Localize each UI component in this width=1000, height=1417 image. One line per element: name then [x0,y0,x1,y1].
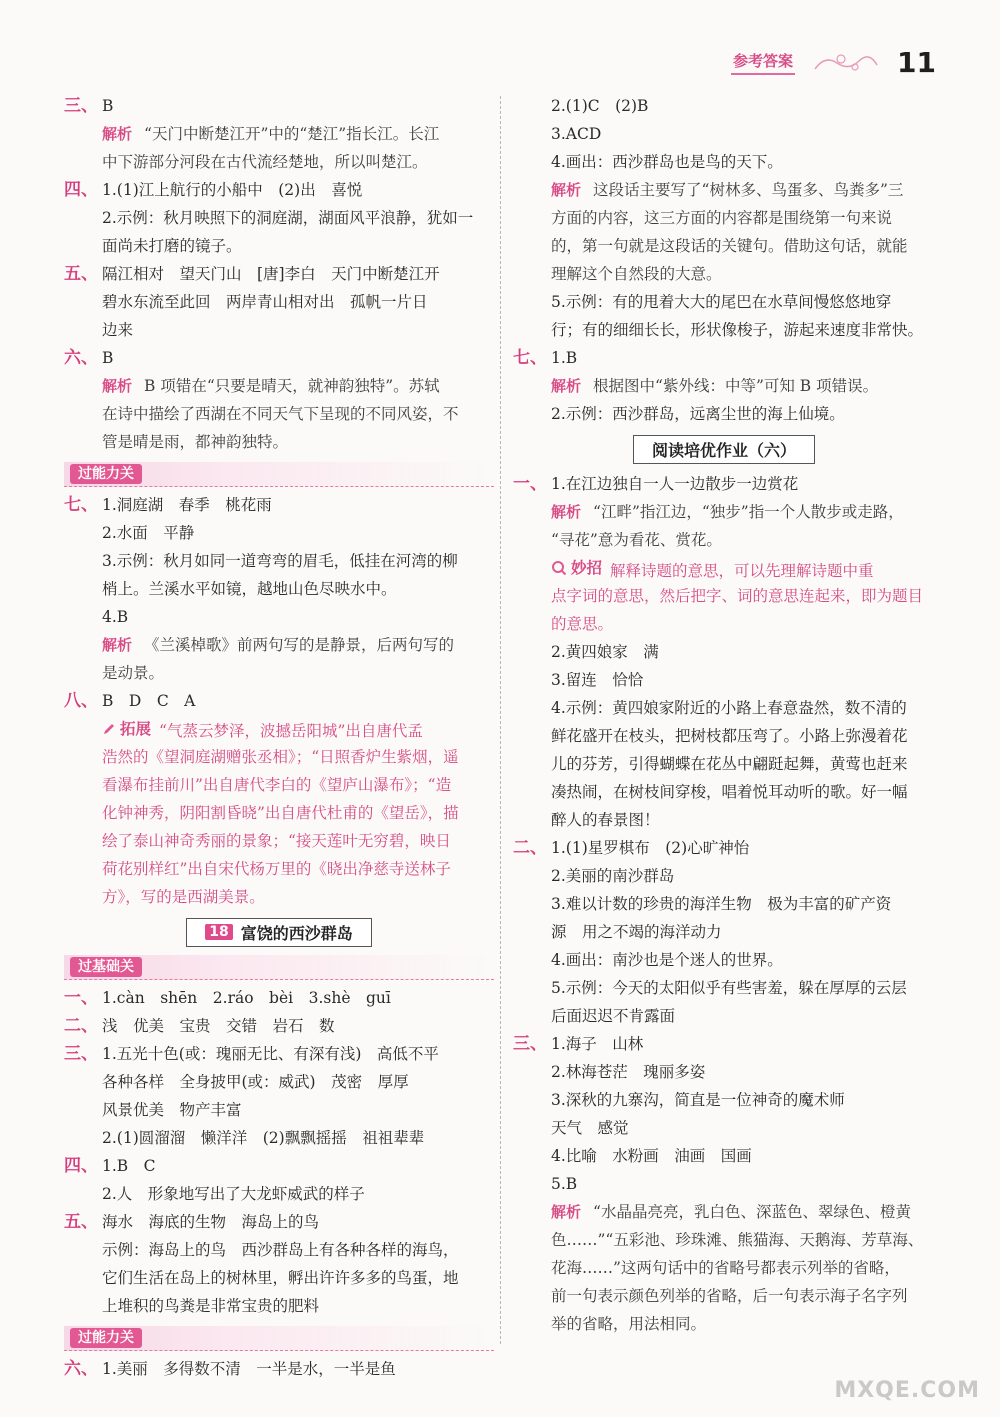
answer-line: 三、 B [64,96,114,116]
answer-line: 后面迟迟不肯露面 [551,1007,676,1025]
analysis-line: 在诗中描绘了西湖在不同天气下呈现的不同风姿，不 [102,405,459,423]
section-title: 阅读培优作业（六） [651,440,796,460]
answer-line: 3.ACD [551,125,602,143]
answer-line: 2.示例：秋月映照下的洞庭湖，湖面风平浪静，犹如一 [102,209,474,227]
answer-line: 源 用之不竭的海洋动力 [551,923,722,941]
answer-line: 上堆积的鸟粪是非常宝贵的肥料 [102,1297,320,1315]
extension-line: 浩然的《望洞庭湖赠张丞相》；“日照香炉生紫烟，遥 [102,748,459,766]
extension-tag: 拓展 [102,715,151,743]
answer-line: 二、 浅 优美 宝贵 交错 岩石 数 [64,1016,335,1036]
answer-line: 一、 1.在江边独自一人一边散步一边赏花 [513,474,799,494]
left-column [64,92,494,1383]
answer-line: 碧水东流至此回 两岸青山相对出 孤帆一片日 [102,293,428,311]
extension-line: 绘了泰山神奇秀丽的景象；“接天莲叶无穷碧，映日 [102,832,451,850]
answer-line: 边来 [102,321,134,339]
answer-line: 梢上。兰溪水平如镜，越地山色尽映水中。 [102,580,397,598]
answer-line: 2.(1)圆溜溜 懒洋洋 (2)飘飘摇摇 祖祖辈辈 [102,1129,425,1147]
answer-line: 2.(1)C (2)B [551,97,649,115]
lesson-number: 18 [205,924,232,940]
analysis-line: 解析 这段话主要写了“树林多、鸟蛋多、鸟粪多”三 [513,176,935,204]
analysis-line: 理解这个自然段的大意。 [551,265,722,283]
page-number: 11 [897,46,936,79]
answer-line: 4.画出：西沙群岛也是鸟的天下。 [551,153,783,171]
lesson-title-box [64,915,494,949]
answer-line: 它们生活在岛上的树林里，孵出许许多多的鸟蛋，地 [102,1269,459,1287]
analysis-tag: 解析 [551,1203,582,1221]
analysis-line: “寻花”意为看花、赏花。 [551,531,722,549]
answer-line: 2.黄四娘家 满 [551,643,659,661]
answer-line: 四、 1.B C [64,1156,156,1176]
analysis-line: 解析 《兰溪棹歌》前两句写的是静景，后两句写的 [64,631,494,659]
answer-line: 5.示例：今天的太阳似乎有些害羞，躲在厚厚的云层 [551,979,907,997]
analysis-line: 管是晴是雨，都神韵独特。 [102,433,289,451]
analysis-line: 中下游部分河段在古代流经楚地，所以叫楚江。 [102,153,428,171]
answer-line: 5.B [551,1175,578,1193]
pencil-icon [102,722,116,736]
answer-line: 2.示例：西沙群岛，远离尘世的海上仙境。 [551,405,845,423]
answer-line: 2.水面 平静 [102,524,195,542]
answer-line: 3.留连 恰恰 [551,671,644,689]
extension-line: 方》，写的是西湖美景。 [102,888,265,906]
magnifier-icon [551,560,567,576]
analysis-line: 前一句表示颜色列举的省略，后一句表示海子名字列 [551,1287,908,1305]
answer-line: 5.示例：有的甩着大大的尾巴在水草间慢悠悠地穿 [551,293,892,311]
answer-line: 3.难以计数的珍贵的海洋生物 极为丰富的矿产资 [551,895,892,913]
analysis-line: 解析 “江畔”指江边，“独步”指一个人散步或走路， [513,498,935,526]
answer-line: 各种各样 全身披甲(或：威武) 茂密 厚厚 [102,1073,409,1091]
answer-line: 风景优美 物产丰富 [102,1101,242,1119]
right-column [513,92,935,1338]
analysis-line: 解析 “水晶晶亮亮，乳白色、深蓝色、翠绿色、橙黄 [513,1198,935,1226]
tip-line: 点字词的意思，然后把字、词的意思连起来，即为题目 [551,587,924,605]
extension-line: 荷花别样红”出自宋代杨万里的《晓出净慈寺送林子 [102,860,451,878]
answer-line: 六、 1.美丽 多得数不清 一半是水，一半是鱼 [64,1359,396,1379]
answer-line: 2.林海苍茫 瑰丽多姿 [551,1063,706,1081]
answer-line: 2.人 形象地写出了大龙虾威武的样子 [102,1185,365,1203]
analysis-tag: 解析 [102,377,133,395]
answer-line: 示例：海岛上的鸟 西沙群岛上有各种各样的海鸟， [102,1241,459,1259]
analysis-line: 花海……”这两句话中的省略号都表示列举的省略， [551,1259,900,1277]
answer-line: 五、 隔江相对 望天门山 [唐]李白 天门中断楚江开 [64,264,440,284]
watermark: MXQE.COM [834,1378,980,1403]
analysis-line: 解析 “天门中断楚江开”中的“楚江”指长江。长江 [64,120,494,148]
section-title-box [513,432,935,466]
answer-line: 七、 1.B [513,348,578,368]
decoration-swirl-icon [811,51,881,75]
extension-line: 看瀑布挂前川”出自唐代李白的《望庐山瀑布》；“造 [102,776,452,794]
answer-line: 2.美丽的南沙群岛 [551,867,675,885]
analysis-tag: 解析 [102,125,133,143]
page-header [731,46,936,79]
answer-line: 天气 感觉 [551,1119,629,1137]
analysis-tag: 解析 [102,636,133,654]
analysis-line: 是动景。 [102,664,165,682]
tip-tag: 妙招 [551,554,602,582]
answer-key-label: 参考答案 [731,50,795,75]
extension-line: 化钟神秀，阴阳割昏晓”出自唐代杜甫的《望岳》，描 [102,804,459,822]
answer-line: 三、 1.海子 山林 [513,1034,644,1054]
answer-line: 八、 B D C A [64,691,196,711]
analysis-line: 解析 B 项错在“只要是晴天，就神韵独特”。苏轼 [64,372,494,400]
answer-line: 4.示例：黄四娘家附近的小路上春意盎然，数不清的 [551,699,907,717]
tip-line: 妙招 解释诗题的意思，可以先理解诗题中重 [513,554,935,582]
column-divider [500,96,501,1344]
answer-line: 五、 海水 海底的生物 海岛上的鸟 [64,1212,320,1232]
analysis-line: 举的省略，用法相同。 [551,1315,707,1333]
answer-line: 4.比喻 水粉画 油画 国画 [551,1147,752,1165]
answer-line: 六、 B [64,348,114,368]
answer-line: 醉人的春景图！ [551,811,660,829]
answer-line: 四、 1.(1)江上航行的小船中 (2)出 喜悦 [64,180,363,200]
extension-line: 拓展 “气蒸云梦泽，波撼岳阳城”出自唐代孟 [64,715,494,743]
analysis-line: 方面的内容，这三方面的内容都是围绕第一句来说 [551,209,893,227]
analysis-line: 解析 根据图中“紫外线：中等”可知 B 项错误。 [513,372,935,400]
analysis-tag: 解析 [551,181,582,199]
answer-line: 二、 1.(1)星罗棋布 (2)心旷神怡 [513,838,750,858]
analysis-tag: 解析 [551,503,582,521]
section-band-basic: 过基础关 [64,955,494,980]
section-band-ability: 过能力关 [64,1326,494,1351]
analysis-tag: 解析 [551,377,582,395]
answer-line: 一、 1.càn shēn 2.ráo bèi 3.shè guī [64,988,391,1008]
answer-line: 凑热闹，在树枝间穿梭，唱着悦耳动听的歌。好一幅 [551,783,908,801]
answer-line: 4.B [102,608,129,626]
answer-line: 面尚未打磨的镜子。 [102,237,242,255]
answer-line: 鲜花盛开在枝头，把树枝都压弯了。小路上弥漫着花 [551,727,908,745]
lesson-title: 富饶的西沙群岛 [240,923,353,943]
tip-line: 的意思。 [551,615,614,633]
answer-line: 3.深秋的九寨沟，简直是一位神奇的魔术师 [551,1091,845,1109]
analysis-line: 的，第一句就是这段话的关键句。借助这句话，就能 [551,237,908,255]
answer-line: 4.画出：南沙也是个迷人的世界。 [551,951,783,969]
analysis-line: 色……”“五彩池、珍珠滩、熊猫海、天鹅海、芳草海、 [551,1231,924,1249]
answer-line: 3.示例：秋月如同一道弯弯的眉毛，低挂在河湾的柳 [102,552,458,570]
answer-line: 行；有的细细长长，形状像梭子，游起来速度非常快。 [551,321,924,339]
section-band-ability: 过能力关 [64,462,494,487]
answer-line: 儿的芬芳，引得蝴蝶在花丛中翩跹起舞，黄莺也赶来 [551,755,908,773]
answer-line: 三、 1.五光十色(或：瑰丽无比、有深有浅) 高低不平 [64,1044,439,1064]
answer-line: 七、 1.洞庭湖 春季 桃花雨 [64,495,272,515]
